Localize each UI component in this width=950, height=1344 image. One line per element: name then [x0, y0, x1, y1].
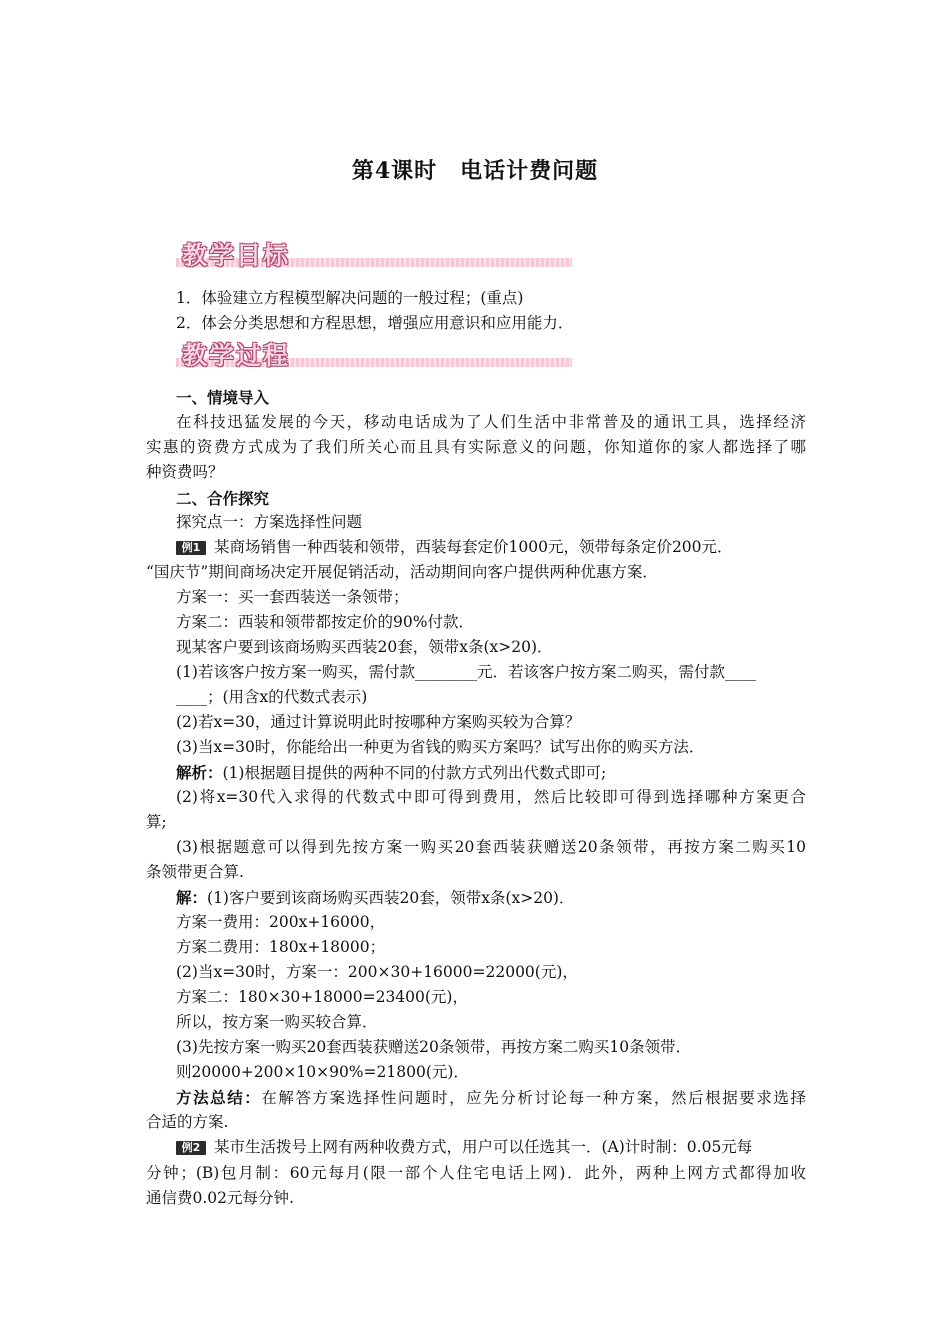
example1-intro — [176, 540, 733, 556]
solution-label: 解： — [176, 888, 208, 907]
method-label: 方法总结： — [176, 1088, 262, 1107]
explore-point-1: 探究点一：方案选择性问题 — [176, 513, 363, 531]
section1-para-line2: 实惠的资费方式成为了我们所关心而且具有实际意义的问题，你知道你的家人都选择了哪 — [146, 438, 806, 456]
objectives-banner-label: 教学目标 — [182, 241, 291, 270]
example1-line1: 某商场销售一种西装和领带，西装每套定价1000元，领带每条定价200元． — [214, 538, 733, 556]
solution-line3: 方案二费用：180x+18000； — [176, 938, 386, 956]
analysis-line2: (2)将x=30代入求得的代数式中即可得到费用，然后比较即可得到选择哪种方案更合 — [176, 788, 806, 806]
section1-para-line3: 种资费吗？ — [146, 463, 224, 481]
section1-para-line1: 在科技迅猛发展的今天，移动电话成为了人们生活中非常普及的通讯工具，选择经济 — [176, 413, 806, 431]
example2-line1: 某市生活拨号上网有两种收费方式，用户可以任选其一．(A)计时制：0.05元每 — [214, 1138, 753, 1156]
example2-line3: 通信费0.02元每分钟. — [146, 1189, 294, 1207]
example2-intro — [176, 1140, 752, 1156]
method-line1 — [176, 1090, 806, 1107]
example1-plan2: 方案二：西装和领带都按定价的90%付款． — [176, 613, 474, 631]
solution-line7: (3)先按方案一购买20套西装获赠送20条领带，再按方案二购买10条领带． — [176, 1038, 692, 1056]
analysis-text1: (1)根据题目提供的两种不同的付款方式列出代数式即可; — [222, 764, 607, 782]
example1-question1: (1)若该客户按方案一购买，需付款________元．若该客户按方案二购买，需付款____ — [176, 663, 756, 681]
analysis-line5: 条领带更合算. — [146, 863, 244, 881]
example1-question2: (2)若x=30，通过计算说明此时按哪种方案购买较为合算？ — [176, 713, 581, 731]
solution-line1 — [176, 890, 574, 907]
example2-badge: 例2 — [176, 1141, 206, 1155]
analysis-line4: (3)根据题意可以得到先按方案一购买20套西装获赠送20条领带，再按方案二购买10 — [176, 838, 806, 856]
objective-2: 2．体会分类思想和方程思想，增强应用意识和应用能力． — [176, 314, 574, 332]
method-text1: 在解答方案选择性问题时，应先分析讨论每一种方案，然后根据要求选择 — [261, 1089, 806, 1107]
analysis-line1 — [176, 765, 606, 782]
solution-line4: (2)当x=30时，方案一：200×30+16000=22000(元)， — [176, 963, 578, 981]
example1-line5: 现某客户要到该商场购买西装20套，领带x条(x>20)． — [176, 638, 553, 656]
process-banner — [176, 336, 572, 376]
example1-badge: 例1 — [176, 541, 206, 555]
section2-heading: 二、合作探究 — [176, 489, 270, 508]
method-line2: 合适的方案. — [146, 1113, 229, 1131]
example1-plan1: 方案一：买一套西装送一条领带； — [176, 588, 409, 606]
solution-line2: 方案一费用：200x+16000， — [176, 913, 386, 931]
solution-text1: (1)客户要到该商场购买西装20套，领带x条(x>20)． — [207, 889, 575, 907]
objectives-banner — [176, 236, 572, 276]
analysis-line3: 算; — [146, 813, 167, 831]
process-banner-label: 教学过程 — [182, 341, 291, 370]
solution-line5: 方案二：180×30+18000=23400(元)， — [176, 988, 468, 1006]
objective-1: 1．体验建立方程模型解决问题的一般过程；(重点) — [176, 289, 524, 307]
solution-line8: 则20000+200×10×90%=21800(元)． — [176, 1063, 469, 1081]
example1-line2: “国庆节”期间商场决定开展促销活动，活动期间向客户提供两种优惠方案． — [146, 563, 658, 581]
page-title: 第4课时 电话计费问题 — [351, 158, 599, 184]
example1-question3: (3)当x=30时，你能给出一种更为省钱的购买方案吗？试写出你的购买方法． — [176, 738, 705, 756]
solution-line6: 所以，按方案一购买较合算． — [176, 1013, 378, 1031]
section1-heading: 一、情境导入 — [176, 388, 270, 407]
example2-line2: 分钟；(B)包月制：60元每月(限一部个人住宅电话上网)．此外，两种上网方式都得加收 — [146, 1164, 806, 1182]
analysis-label: 解析： — [176, 763, 223, 782]
example1-question1-cont: ____；(用含x的代数式表示) — [176, 688, 368, 706]
